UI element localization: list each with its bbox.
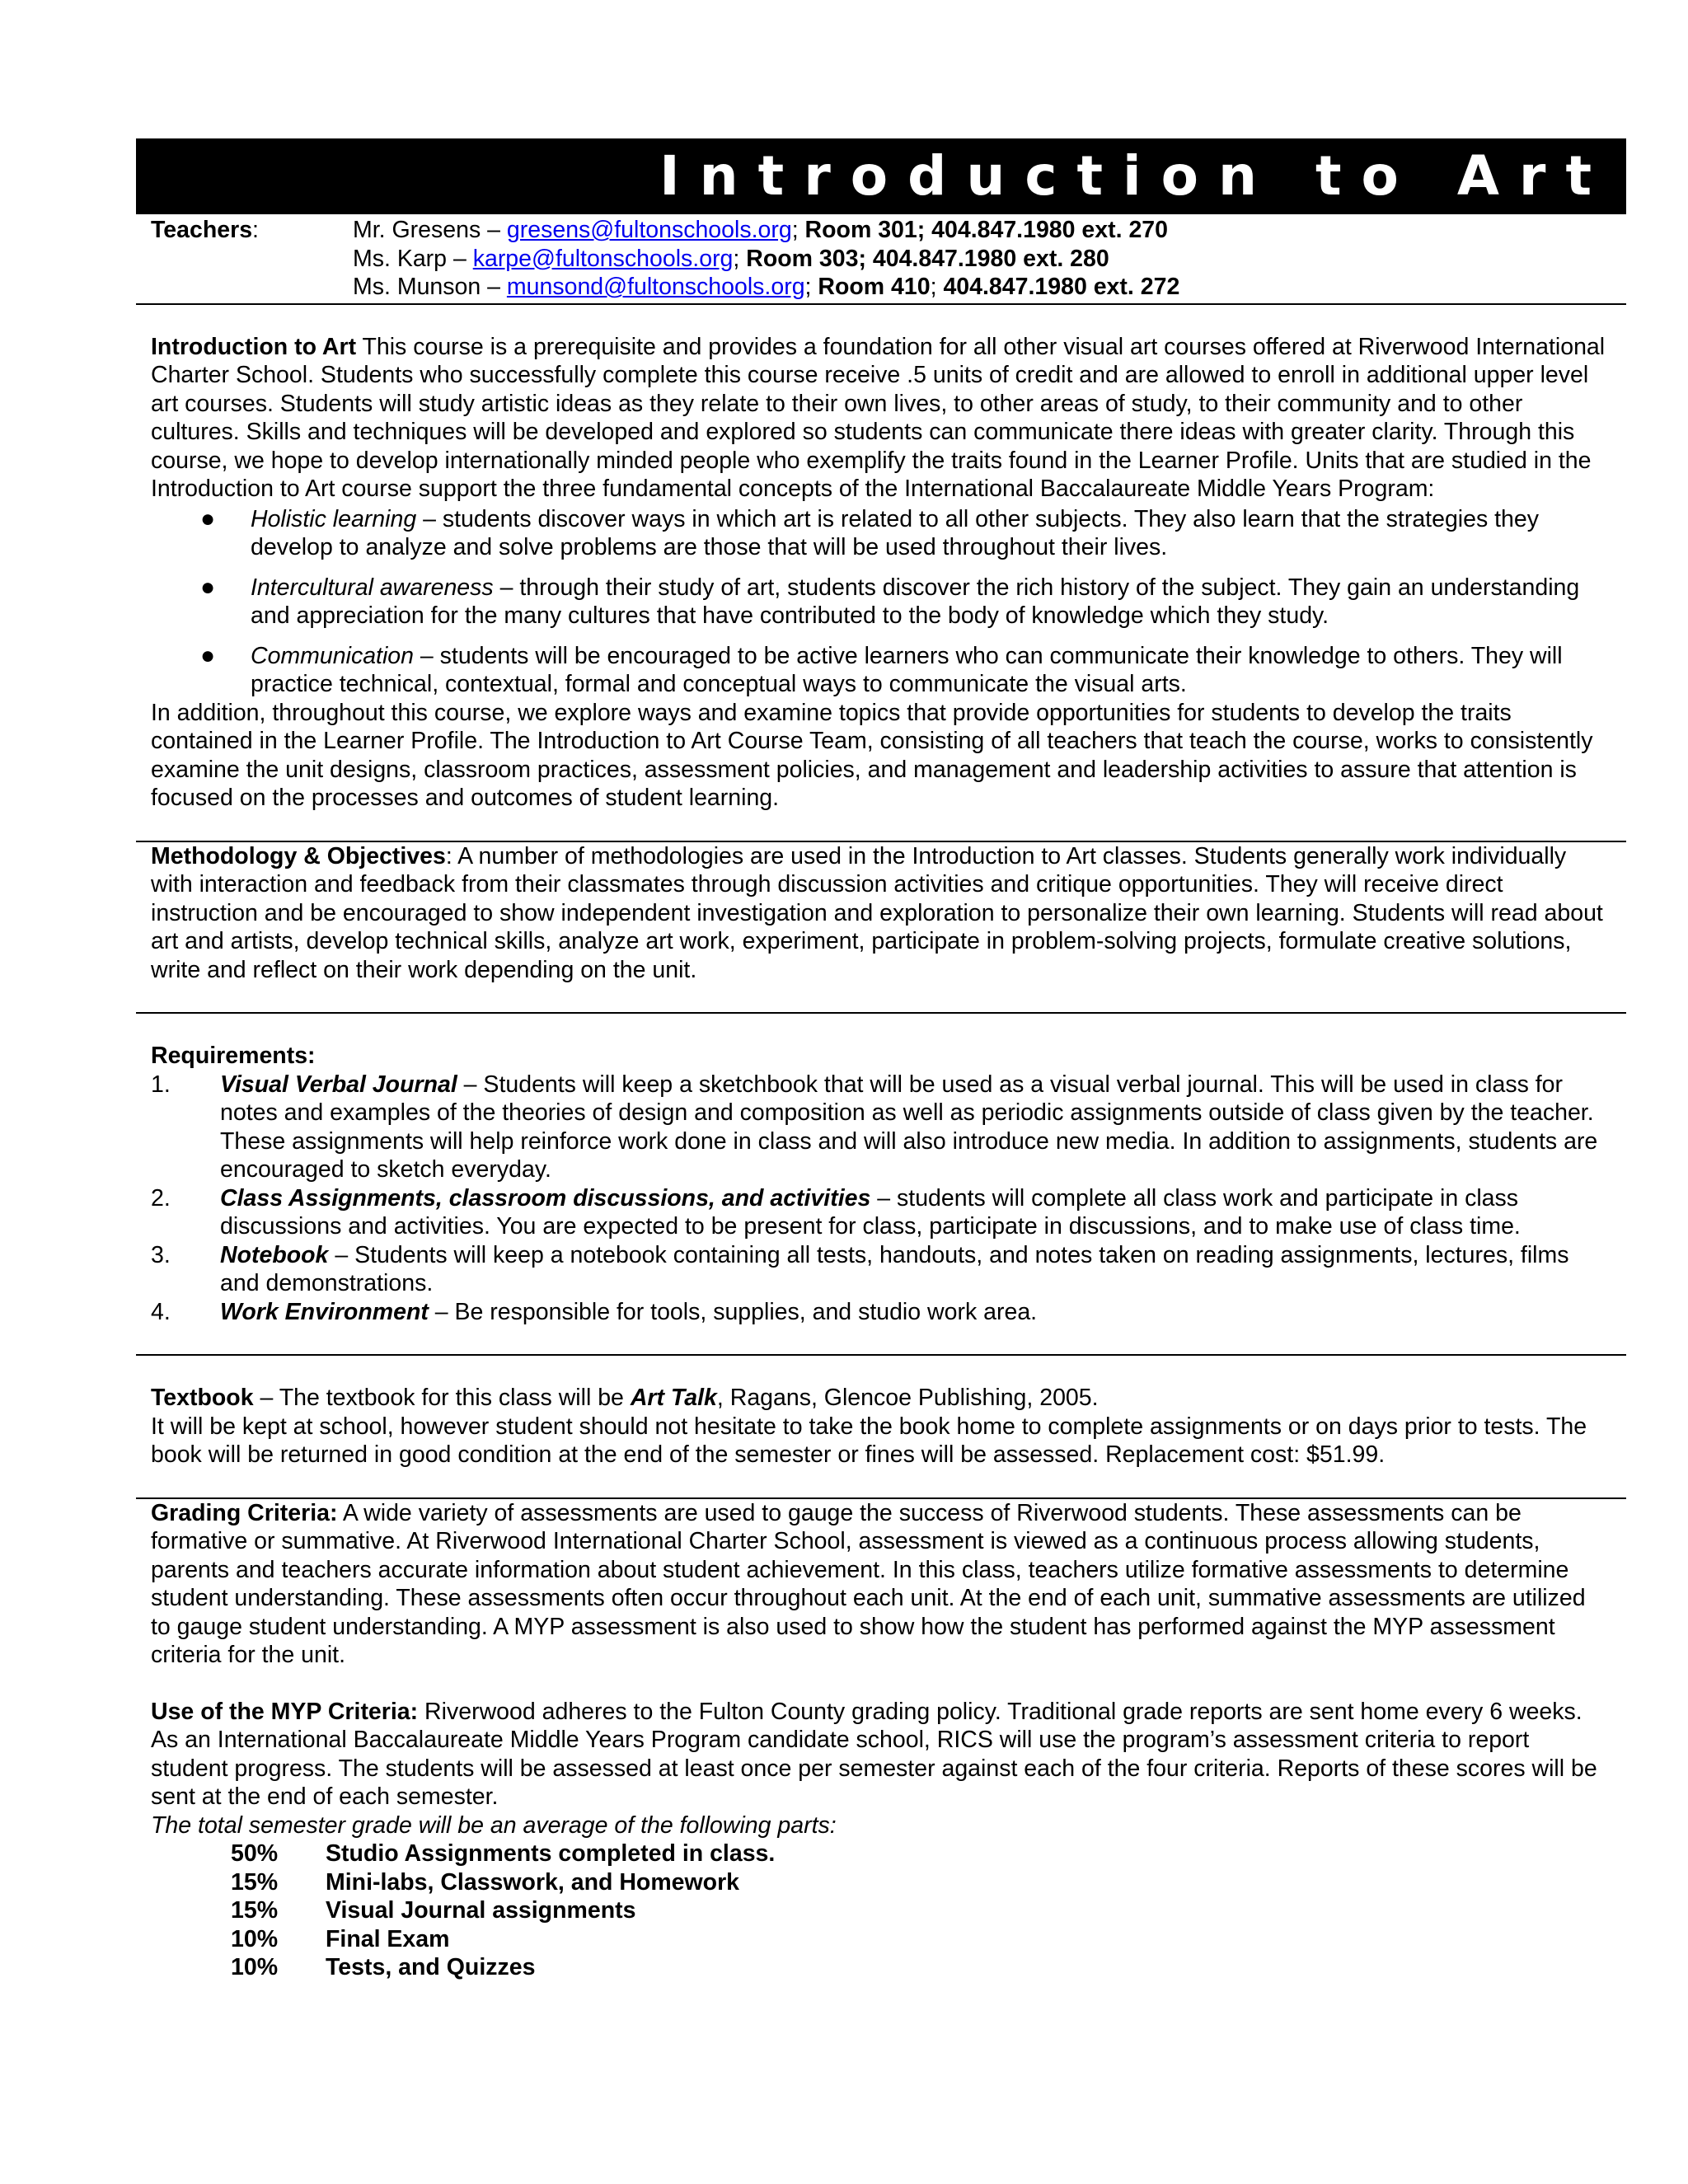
bullet-icon: ● [200,641,216,669]
page-title: Introduction to Art [659,144,1611,208]
teachers-block [136,214,1626,305]
teacher-email-link[interactable]: gresens@fultonschools.org [506,217,792,243]
list-item: 4. Work Environment – Be responsible for tools, supplies, and studio work area. [151,1298,1038,1325]
list-item: ● Intercultural awareness – through their study of art, students discover the rich history of the subject. They gain an understanding and appreciation for the many cultures that have contributed to the body of knowledge which they study. [200,573,1580,629]
bullet-icon: ● [200,573,216,601]
concept-list [151,505,1611,699]
title-banner [136,138,1626,214]
list-item: 3. Notebook – Students will keep a notebook containing all tests, handouts, and notes taken on reading assignments, lectures, films and demonstrations. [151,1241,1569,1296]
teacher-row: Mr. Gresens – gresens@fultonschools.org; Room 301; 404.847.1980 ext. 270 [353,217,1169,243]
methodology-section: Methodology & Objectives: A number of methodologies are used in the Introduction to Art classes. Students generally work individually with interaction and feedback from their classmates through discussion activities and critique opportunities. They will receive direct instruction and be encouraged to show independent investigation and exploration to personalize their own learning. Students will read about art and artists, develop technical skills, analyze art work, experiment, participate in problem-solving projects, formulate creative solutions, write and reflect on their work depending on the unit. [151,842,1603,983]
list-item: 2. Class Assignments, classroom discussions, and activities – students will complete all class work and participate in class discussions and activities. You are expected to be present for class, participate in discussions, and to make use of class time. [151,1184,1521,1240]
list-item: 15% Visual Journal assignments [231,1897,636,1924]
intro-paragraph: Introduction to Art This course is a prerequisite and provides a foundation for all other visual art courses offered at Riverwood International Charter School. Students who successfully complete this course receive .5 units of credit and are allowed to enroll in additional upper level art courses. Students will study artistic ideas as they relate to their own lives, to other areas of study, to their community and to other cultures. Skills and techniques will be developed and explored so students can communicate there ideas with greater clarity. Through this course, we hope to develop internationally minded people who exemplify the traits found in the Learner Profile. Units that are studied in the Introduction to Art course support the three fundamental concepts of the International Baccalaureate Middle Years Program: [151,333,1606,502]
list-item: 15% Mini-labs, Classwork, and Homework [231,1868,740,1896]
teachers-label: Teachers: [151,217,259,243]
divider [136,1354,1626,1356]
myp-section: Use of the MYP Criteria: Riverwood adheres to the Fulton County grading policy. Traditional grade reports are sent home every 6 weeks. As an International Baccalaureate Middle Years Program candidate school, RICS will use the program’s assessment criteria to report student progress. The students will be assessed at least once per semester against each of the four criteria. Reports of these scores will be sent at the end of each semester. The total semester grade will be an average of the following parts: 50% Studio Assignments completed in class. 15% Mini-labs, Classwork, and Homework 15% Visual Journal assignments 10% Final Exam 10% Tests, and Quizzes [136,1698,1626,1982]
list-item: ● Communication – students will be encouraged to be active learners who can communicate their knowledge to others. They will practice technical, contextual, formal and conceptual ways to communicate the visual arts. [200,641,1563,697]
grade-breakdown-note: The total semester grade will be an average of the following parts: [151,1811,837,1839]
teacher-email-link[interactable]: karpe@fultonschools.org [472,245,734,272]
requirements-heading: Requirements: [151,1043,316,1069]
grading-section: Grading Criteria: A wide variety of assessments are used to gauge the success of Riverwood students. These assessments can be formative or summative. At Riverwood International Charter School, assessment is viewed as a continuous process allowing students, parents and teachers accurate information about student achievement. In this class, teachers utilize formative assessments to determine student understanding. These assessments often occur throughout each unit. At the end of each unit, summative assessments are utilized to gauge student understanding. A MYP assessment is also used to show how the student has performed against the MYP assessment criteria for the unit. [151,1499,1586,1668]
requirements-section [136,1042,1626,1326]
grade-breakdown [151,1840,1611,1982]
divider [136,1012,1626,1014]
teacher-row: Ms. Karp – karpe@fultonschools.org; Room 303; 404.847.1980 ext. 280 [353,245,1109,272]
list-item: 10% Tests, and Quizzes [231,1954,536,1980]
intro-section [136,333,1626,813]
intro-closing: In addition, throughout this course, we explore ways and examine topics that provide opportunities for students to develop the traits contained in the Learner Profile. The Introduction to Art Course Team, consisting of all teachers that teach the course, works to consistently examine the unit designs, classroom practices, assessment policies, and management and leadership activities to assure that attention is focused on the processes and outcomes of student learning. [151,699,1593,811]
list-item: 10% Final Exam [231,1925,450,1952]
teacher-row: Ms. Munson – munsond@fultonschools.org; Room 410; 404.847.1980 ext. 272 [353,274,1180,300]
list-item: ● Holistic learning – students discover ways in which art is related to all other subjects. They also learn that the strategies they develop to analyze and solve problems are those that will be used throughout their lives. [200,504,1540,560]
textbook-section: Textbook – The textbook for this class will be Art Talk, Ragans, Glencoe Publishing, 2005. It will be kept at school, however student should not hesitate to take the book home to complete assignments or on days prior to tests. The book will be returned in good condition at the end of the semester or fines will be assessed. Replacement cost: $51.99. [151,1385,1587,1468]
list-item: 1. Visual Verbal Journal – Students will keep a sketchbook that will be used as a visual verbal journal. This will be used in class for notes and examples of the theories of design and composition as well as periodic assignments outside of class given by the teacher. These assignments will help reinforce work done in class and will also introduce new media. In addition to assignments, students are encouraged to sketch everyday. [151,1071,1598,1183]
list-item: 50% Studio Assignments completed in class. [231,1840,776,1867]
bullet-icon: ● [200,504,216,532]
requirements-list [151,1071,1611,1327]
teacher-email-link[interactable]: munsond@fultonschools.org [506,274,805,300]
syllabus-page [136,138,1626,1982]
